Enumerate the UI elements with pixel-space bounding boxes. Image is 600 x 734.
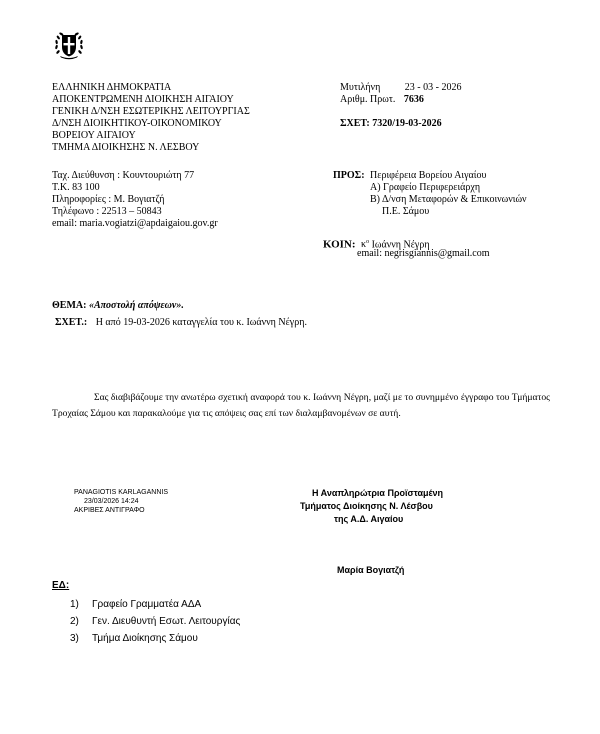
sender-line: ΒΟΡΕΙΟΥ ΑΙΓΑΙΟΥ	[52, 130, 136, 141]
distribution-list	[70, 596, 240, 647]
list-item-text: Γραφείο Γραμματέα ΑΔΑ	[92, 599, 202, 610]
contact-email: email: maria.vogiatzi@apdaigaiou.gov.gr	[52, 218, 218, 229]
sender-line: Δ/ΝΣΗ ΔΙΟΙΚΗΤΙΚΟΥ-ΟΙΚΟΝΟΜΙΚΟΥ	[52, 118, 222, 129]
coat-of-arms-emblem	[52, 28, 86, 62]
signature-title-3: της Α.Δ. Αιγαίου	[334, 514, 404, 524]
list-item-number: 3)	[70, 633, 79, 644]
list-item	[70, 596, 240, 613]
signatory-name: Μαρία Βογιατζή	[337, 565, 405, 575]
cc-name-prefix: κ	[361, 239, 367, 251]
to-organization: Περιφέρεια Βορείου Αιγαίου	[370, 170, 487, 181]
to-item-a: Α) Γραφείο Περιφερειάρχη	[370, 182, 481, 193]
reference-number: ΣΧΕΤ: 7320/19-03-2026	[340, 118, 442, 129]
stamp-note: ΑΚΡΙΒΕΣ ΑΝΤΙΓΡΑΦΟ	[74, 507, 145, 514]
digital-signature-stamp	[74, 488, 168, 515]
document-date: 23 - 03 - 2026	[404, 82, 462, 93]
sender-line: ΑΠΟΚΕΝΤΡΩΜΕΝΗ ΔΙΟΙΚΗΣΗ ΑΙΓΑΙΟΥ	[52, 94, 234, 105]
list-item	[70, 630, 240, 647]
sender-block	[52, 82, 250, 154]
contact-info: Πληροφορίες : Μ. Βογιατζή	[52, 194, 165, 205]
sender-line: ΓΕΝΙΚΗ Δ/ΝΣΗ ΕΣΩΤΕΡΙΚΗΣ ΛΕΙΤΟΥΡΓΙΑΣ	[52, 106, 250, 117]
contact-postal-code: Τ.Κ. 83 100	[52, 182, 100, 193]
signature-title-2: Τμήματος Διοίκησης Ν. Λέσβου	[300, 501, 433, 511]
body-paragraph: Σας διαβιβάζουμε την ανωτέρω σχετική αναφορά του κ. Ιωάννη Νέγρη, μαζί με το συνημμένο έγγραφο του Τμήματος Τροχαίας Σάμου και παρακαλούμε για τις απόψεις σας επί των διαλαμβανομένων σε αυτή.	[52, 392, 550, 419]
sender-line: ΤΜΗΜΑ ΔΙΟΙΚΗΣΗΣ Ν. ΛΕΣΒΟΥ	[52, 142, 200, 153]
stamp-datetime: 23/03/2026 14:24	[84, 498, 139, 505]
contact-address: Ταχ. Διεύθυνση : Κουντουριώτη 77	[52, 170, 195, 181]
protocol-line	[340, 94, 424, 106]
contact-phone: Τηλέφωνο : 22513 – 50843	[52, 206, 162, 217]
list-item-text: Τμήμα Διοίκησης Σάμου	[92, 633, 198, 644]
cc-label: ΚΟΙΝ:	[323, 238, 356, 251]
cc-name-superscript: ο	[366, 239, 370, 245]
protocol-label: Αριθμ. Πρωτ.	[340, 94, 396, 105]
subject-reference-text: Η από 19-03-2026 καταγγελία του κ. Ιωάννη Νέγρη.	[95, 317, 307, 328]
subject-reference-label: ΣΧΕΤ.:	[55, 317, 88, 328]
signature-title-1: Η Αναπληρώτρια Προϊσταμένη	[312, 488, 444, 498]
list-item-number: 1)	[70, 599, 79, 610]
place-label: Μυτιλήνη	[340, 82, 381, 93]
to-item-b: Β) Δ/νση Μεταφορών & Επικοινωνιών	[370, 194, 527, 205]
list-item-text: Γεν. Διευθυντή Εσωτ. Λειτουργίας	[92, 616, 241, 627]
distribution-label: ΕΔ:	[52, 580, 70, 591]
sender-line: ΕΛΛΗΝΙΚΗ ΔΗΜΟΚΡΑΤΙΑ	[52, 82, 172, 93]
subject-label: ΘΕΜΑ:	[52, 300, 87, 311]
protocol-number: 7636	[403, 94, 424, 105]
to-label: ΠΡΟΣ:	[333, 170, 365, 181]
stamp-signer-name: PANAGIOTIS KARLAGANNIS	[74, 489, 169, 496]
to-line	[333, 170, 486, 182]
subject-line	[52, 300, 184, 312]
list-item-number: 2)	[70, 616, 79, 627]
subject-reference-line	[55, 317, 307, 329]
date-line	[340, 82, 461, 94]
cc-name: Ιωάννη Νέγρη	[369, 239, 430, 251]
cc-email: email: negrisgiannis@gmail.com	[357, 248, 490, 259]
greek-coat-of-arms-icon	[52, 28, 86, 62]
subject-text: «Αποστολή απόψεων».	[88, 300, 184, 311]
to-item-b-unit: Π.Ε. Σάμου	[382, 206, 430, 217]
contact-block	[52, 170, 218, 230]
list-item	[70, 613, 240, 630]
